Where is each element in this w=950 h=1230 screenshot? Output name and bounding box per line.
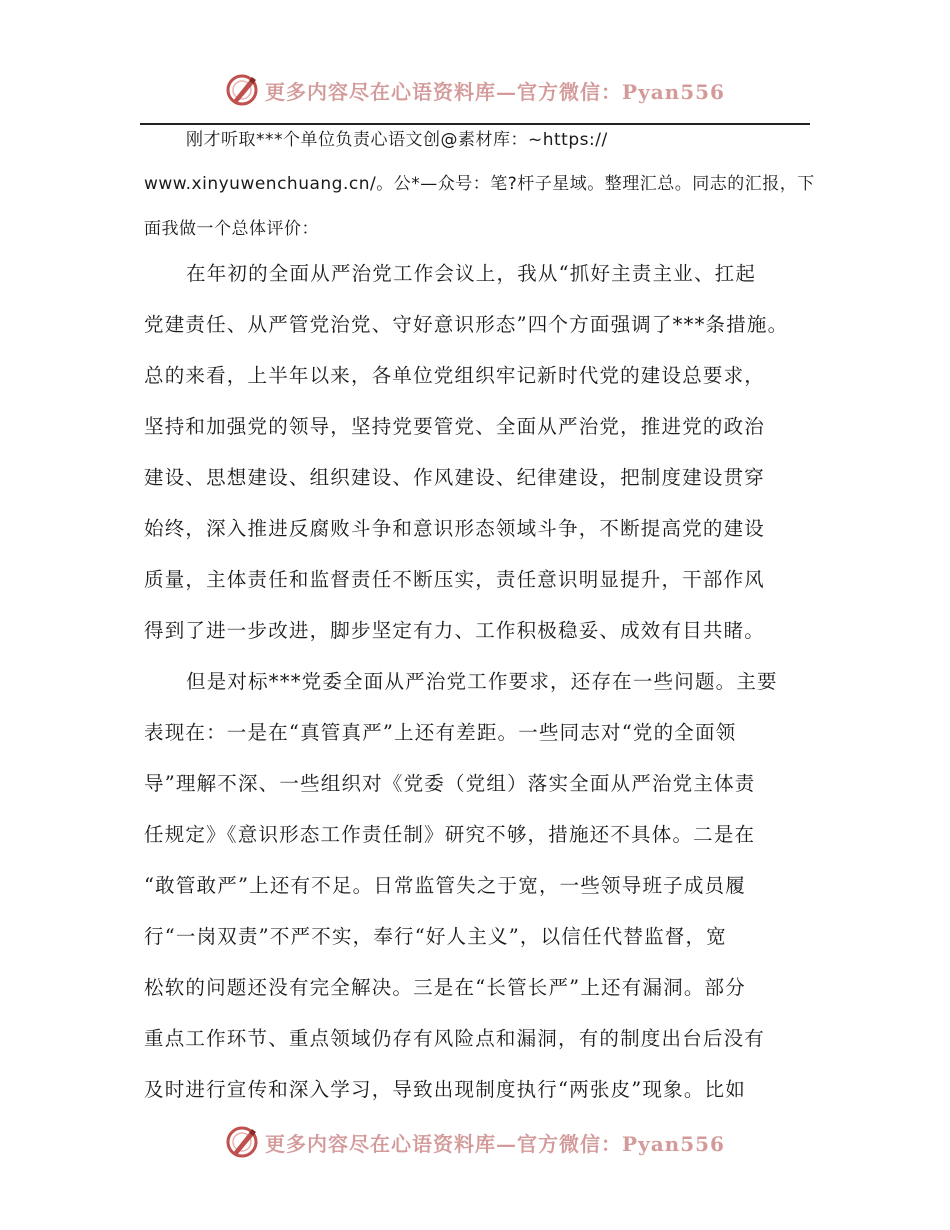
paragraph-1-line-1: 刚才听取***个单位负责心语文创@素材库：~https://: [186, 130, 608, 150]
header-banner: [0, 70, 950, 110]
paragraph-2-line-3: 总的来看，上半年以来，各单位党组织牢记新时代党的建设总要求，: [144, 364, 766, 387]
paragraph-3-line-9: 及时进行宣传和深入学习，导致出现制度执行“两张皮”现象。比如: [144, 1078, 746, 1101]
paragraph-1-line-2: www.xinyuwenchuang.cn/。公*—众号：笔?杆子星域。整理汇总。同志的汇报，下: [144, 174, 815, 194]
paragraph-3-line-6: 行“一岗双责”不严不实，奉行“好人主义”，以信任代替监督，宽: [144, 925, 727, 948]
paragraph-2-line-1: 在年初的全面从严治党工作会议上，我从“抓好主责主业、扛起: [186, 262, 757, 285]
paragraph-3-line-7: 松软的问题还没有完全解决。三是在“长管长严”上还有漏洞。部分: [144, 976, 746, 999]
paragraph-2-line-7: 质量，主体责任和监督责任不断压实，责任意识明显提升，干部作风: [144, 568, 766, 591]
footer-banner: [0, 1122, 950, 1162]
paragraph-2-line-4: 坚持和加强党的领导，坚持党要管党、全面从严治党，推进党的政治: [144, 415, 766, 438]
paragraph-2-line-8: 得到了进一步改进，脚步坚定有力、工作积极稳妥、成效有目共睹。: [144, 619, 766, 642]
banner-text: 更多内容尽在心语资料库—官方微信：Pyan556: [265, 1131, 725, 1156]
document-body: [144, 118, 815, 1119]
pen-logo-icon: [225, 73, 259, 107]
pen-logo-icon: [225, 1125, 259, 1159]
paragraph-1-line-3: 面我做一个总体评价：: [144, 219, 319, 239]
paragraph-2-line-2: 党建责任、从严管党治党、守好意识形态”四个方面强调了***条措施。: [144, 313, 789, 336]
paragraph-2-line-5: 建设、思想建设、组织建设、作风建设、纪律建设，把制度建设贯穿: [144, 466, 766, 489]
paragraph-3-line-5: “敢管敢严”上还有不足。日常监管失之于宽，一些领导班子成员履: [144, 874, 746, 897]
paragraph-3-line-8: 重点工作环节、重点领域仍存有风险点和漏洞，有的制度出台后没有: [144, 1027, 766, 1050]
paragraph-2-line-6: 始终，深入推进反腐败斗争和意识形态领域斗争，不断提高党的建设: [144, 517, 766, 540]
paragraph-3-line-2: 表现在：一是在“真管真严”上还有差距。一些同志对“党的全面领: [144, 721, 737, 744]
banner-text: 更多内容尽在心语资料库—官方微信：Pyan556: [265, 79, 725, 104]
paragraph-3-line-3: 导”理解不深、一些组织对《党委（党组）落实全面从严治党主体责: [144, 772, 756, 795]
paragraph-3-line-4: 任规定》《意识形态工作责任制》研究不够，措施还不具体。二是在: [144, 823, 756, 846]
paragraph-3-line-1: 但是对标***党委全面从严治党工作要求，还存在一些问题。主要: [186, 670, 778, 693]
